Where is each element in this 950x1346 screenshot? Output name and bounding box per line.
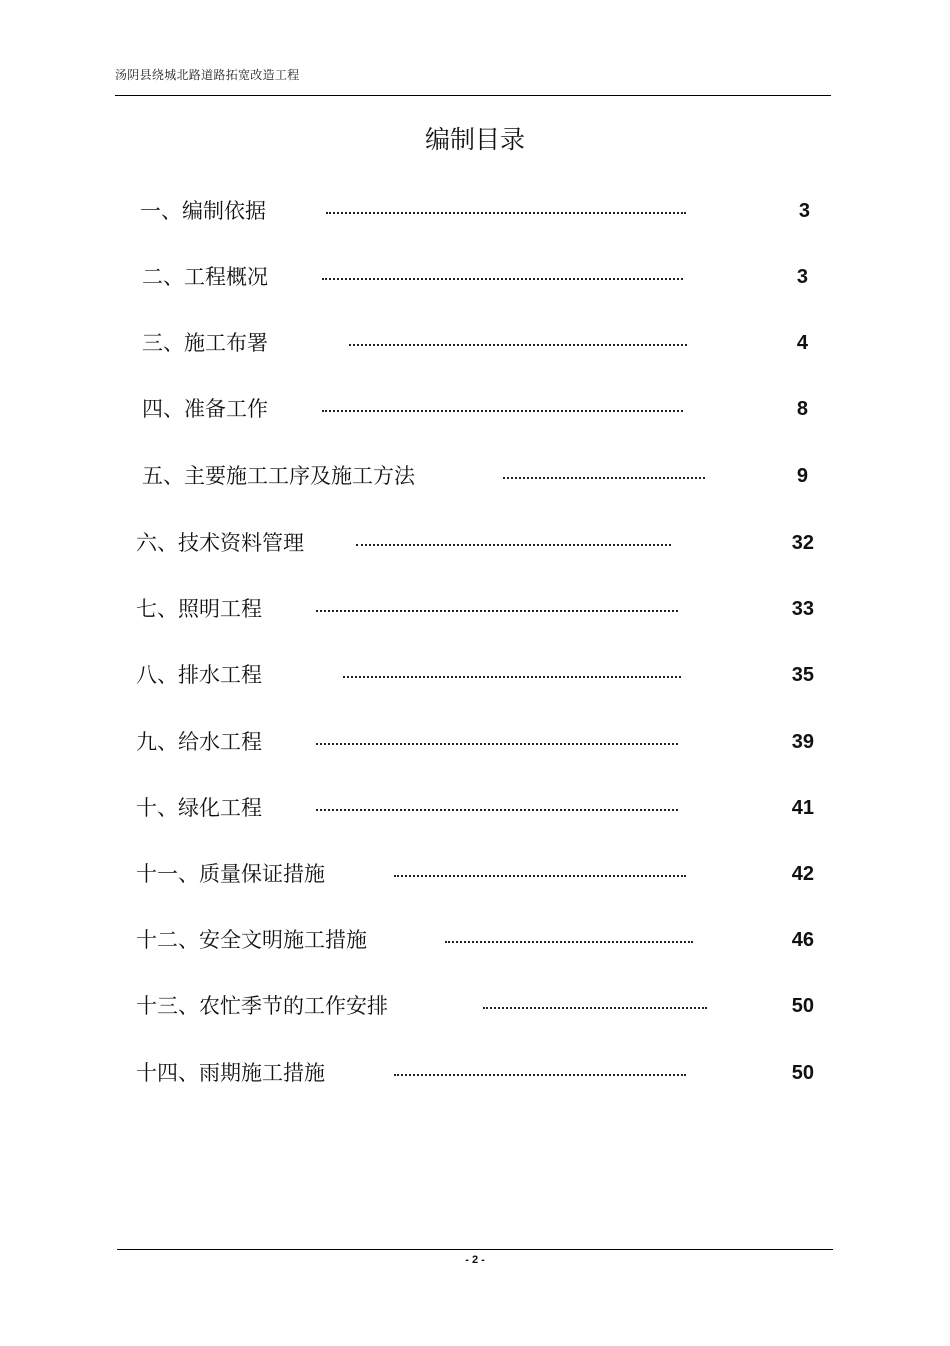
toc-entry-page: 46: [791, 929, 814, 951]
toc-entry-page: 4: [796, 332, 808, 354]
toc-entry-label: 五、主要施工工序及施工方法: [142, 464, 415, 488]
toc-entry[interactable]: [0, 925, 950, 957]
toc-entry-label: 三、施工布署: [142, 331, 268, 355]
toc-entry-label: 四、准备工作: [142, 397, 268, 421]
toc-entry[interactable]: [0, 660, 950, 692]
toc-entry-page: 50: [791, 995, 814, 1017]
toc-entry[interactable]: [0, 196, 950, 228]
toc-dot-leader: [394, 859, 686, 877]
toc-dot-leader: [356, 528, 671, 546]
toc-entry[interactable]: [0, 262, 950, 294]
toc-entry-label: 九、给水工程: [136, 730, 262, 754]
toc-entry-page: 9: [796, 465, 808, 487]
toc-entry-label: 八、排水工程: [136, 663, 262, 687]
toc-dot-leader: [326, 196, 686, 214]
toc-entry[interactable]: [0, 461, 950, 493]
toc-entry-page: 32: [791, 532, 814, 554]
toc-dot-leader: [322, 394, 683, 412]
toc-dot-leader: [316, 594, 678, 612]
toc-entry-page: 42: [791, 863, 814, 885]
toc-dot-leader: [503, 461, 705, 479]
toc-entry-page: 50: [791, 1062, 814, 1084]
toc-dot-leader: [394, 1058, 686, 1076]
toc-dot-leader: [349, 328, 687, 346]
toc-entry-page: 3: [798, 200, 810, 222]
toc-entry-label: 十三、农忙季节的工作安排: [136, 994, 388, 1018]
toc-entry[interactable]: [0, 727, 950, 759]
toc-entry[interactable]: [0, 594, 950, 626]
header-divider: [115, 95, 831, 96]
toc-entry-page: 41: [791, 797, 814, 819]
toc-entry-page: 35: [791, 664, 814, 686]
toc-entry[interactable]: [0, 328, 950, 360]
toc-entry[interactable]: [0, 793, 950, 825]
toc-entry-label: 十、绿化工程: [136, 796, 262, 820]
page-title: 编制目录: [424, 125, 525, 154]
toc-entry[interactable]: [0, 394, 950, 426]
header-title: 汤阴县绕城北路道路拓宽改造工程: [115, 68, 300, 82]
toc-dot-leader: [316, 793, 678, 811]
toc-entry[interactable]: [0, 859, 950, 891]
footer-divider: [117, 1249, 833, 1250]
toc-entry-page: 8: [796, 398, 808, 420]
toc-dot-leader: [343, 660, 681, 678]
footer-page-number: - 2 -: [465, 1254, 485, 1266]
toc-entry[interactable]: [0, 991, 950, 1023]
toc-entry-label: 一、编制依据: [140, 199, 266, 223]
toc-dot-leader: [445, 925, 693, 943]
toc-dot-leader: [316, 727, 678, 745]
toc-entry-label: 十二、安全文明施工措施: [136, 928, 367, 952]
toc-entry-page: 3: [796, 266, 808, 288]
toc-entry-label: 六、技术资料管理: [136, 531, 304, 555]
toc-entry[interactable]: [0, 528, 950, 560]
toc-dot-leader: [483, 991, 707, 1009]
toc-entry-page: 39: [791, 731, 814, 753]
toc-entry-label: 十一、质量保证措施: [136, 862, 325, 886]
toc-entry[interactable]: [0, 1058, 950, 1090]
toc-dot-leader: [322, 262, 683, 280]
toc-entry-label: 二、工程概况: [142, 265, 268, 289]
toc-entry-page: 33: [791, 598, 814, 620]
toc-entry-label: 七、照明工程: [136, 597, 262, 621]
toc-entry-label: 十四、雨期施工措施: [136, 1061, 325, 1085]
